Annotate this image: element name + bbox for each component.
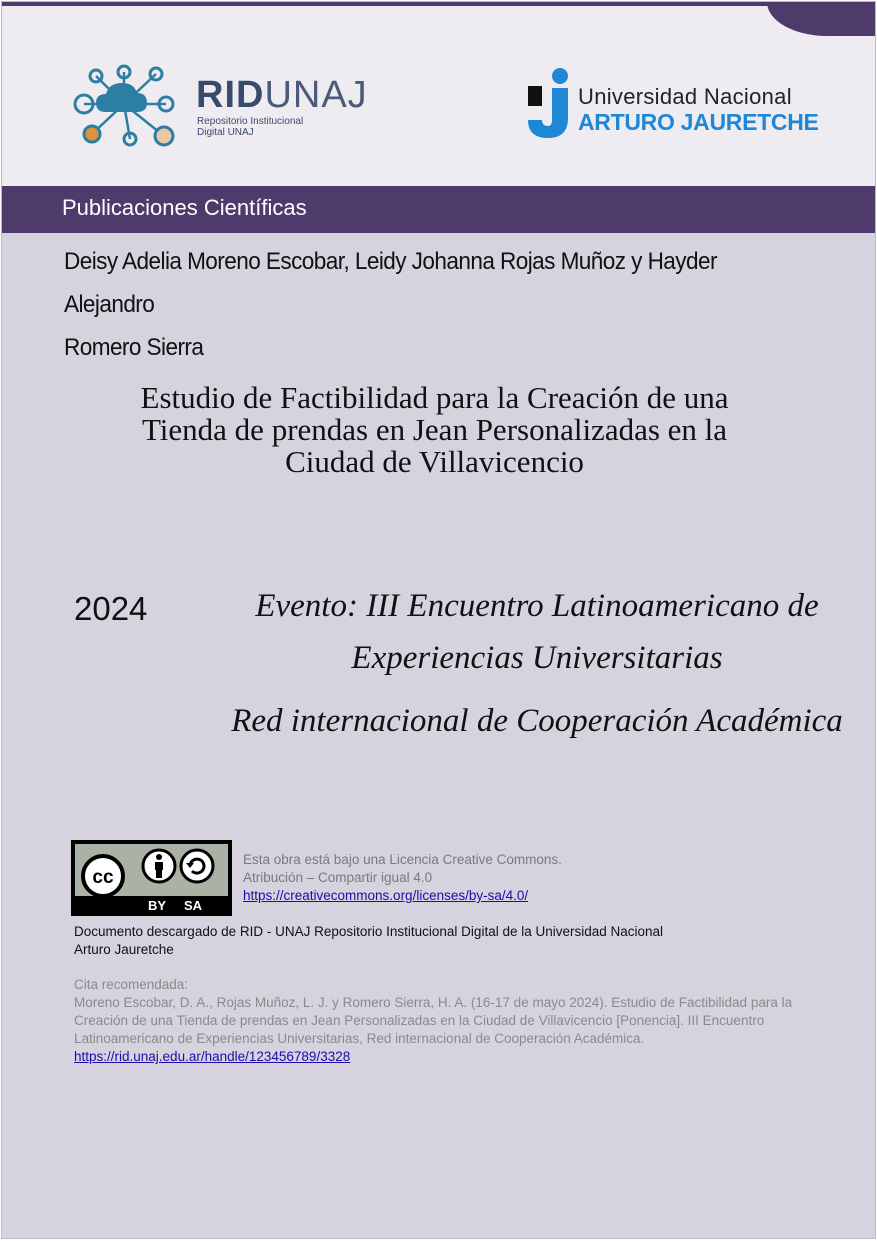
top-strip	[2, 2, 875, 6]
cc-badge-icons	[75, 844, 228, 896]
authors	[64, 240, 778, 369]
license-line1: Esta obra está bajo una Licencia Creative Commons.	[243, 852, 562, 867]
download-notice: Documento descargado de RID - UNAJ Repositorio Institucional Digital de la Universidad Nacional Arturo Jauretche	[74, 924, 664, 957]
rid-subtitle-line1: Repositorio Institucional	[197, 116, 304, 127]
authors-line2: Romero Sierra	[64, 334, 204, 361]
network-name: Red internacional de Cooperación Académica	[231, 703, 843, 739]
unaj-name-line1: Universidad Nacional	[578, 84, 792, 109]
publication-year: 2024	[74, 590, 148, 627]
svg-text:cc: cc	[92, 867, 114, 888]
license-text	[243, 851, 562, 905]
license-link[interactable]: https://creativecommons.org/licenses/by-sa/4.0/	[243, 888, 529, 903]
unaj-name-line2: ARTURO JAURETCHE	[578, 109, 819, 135]
title-line2: Tienda de prendas en Jean Personalizadas en la	[141, 412, 728, 447]
rid-title-light: UNAJ	[264, 74, 368, 116]
section-band	[2, 186, 875, 233]
rid-title-bold: RID	[196, 74, 265, 116]
rid-subtitle	[197, 116, 337, 138]
network-cloud-icon	[66, 64, 186, 154]
unaj-j-icon	[522, 66, 578, 146]
license-line2: Atribución – Compartir igual 4.0	[243, 870, 433, 885]
cc-badge-footer	[72, 897, 231, 915]
attribution-person-icon	[141, 846, 177, 886]
share-alike-icon	[179, 846, 215, 886]
title-line1: Estudio de Factibilidad para la Creación de una	[140, 380, 729, 415]
title-line3: Ciudad de Villavicencio	[285, 444, 584, 479]
citation-link[interactable]: https://rid.unaj.edu.ar/handle/123456789/3328	[74, 1049, 351, 1064]
authors-line1: Deisy Adelia Moreno Escobar, Leidy Johanna Rojas Muñoz y Hayder Alejandro	[64, 248, 717, 318]
event-name	[232, 580, 842, 684]
unaj-logo	[522, 66, 822, 146]
event-line2: Experiencias Universitarias	[351, 640, 723, 676]
event-line1: Evento: III Encuentro Latinoamericano de	[255, 588, 819, 624]
document-page	[1, 1, 876, 1239]
recommended-citation	[74, 976, 814, 1066]
citation-text: Moreno Escobar, D. A., Rojas Muñoz, L. J. y Romero Sierra, H. A. (16-17 de mayo 2024). Estudio de Factibilidad para la Creación de una Tienda de prendas en Jean Personalizadas en la Ciudad de Villavicencio [Ponencia]. III Encuentro Latinoamericano de Experiencias Universitarias, Red internacional de Cooperación Académica.	[74, 995, 793, 1046]
cc-sa-label: SA	[184, 898, 203, 913]
document-title	[62, 382, 807, 478]
header	[2, 6, 875, 186]
citation-label: Cita recomendada:	[74, 977, 189, 992]
section-band-label: Publicaciones Científicas	[62, 195, 307, 220]
cc-icon	[78, 844, 128, 896]
rid-unaj-logo	[66, 64, 376, 154]
cc-by-label: BY	[148, 898, 167, 913]
cc-license-badge[interactable]	[71, 840, 232, 916]
rid-title	[196, 74, 368, 117]
rid-subtitle-line2: Digital UNAJ	[197, 127, 254, 138]
